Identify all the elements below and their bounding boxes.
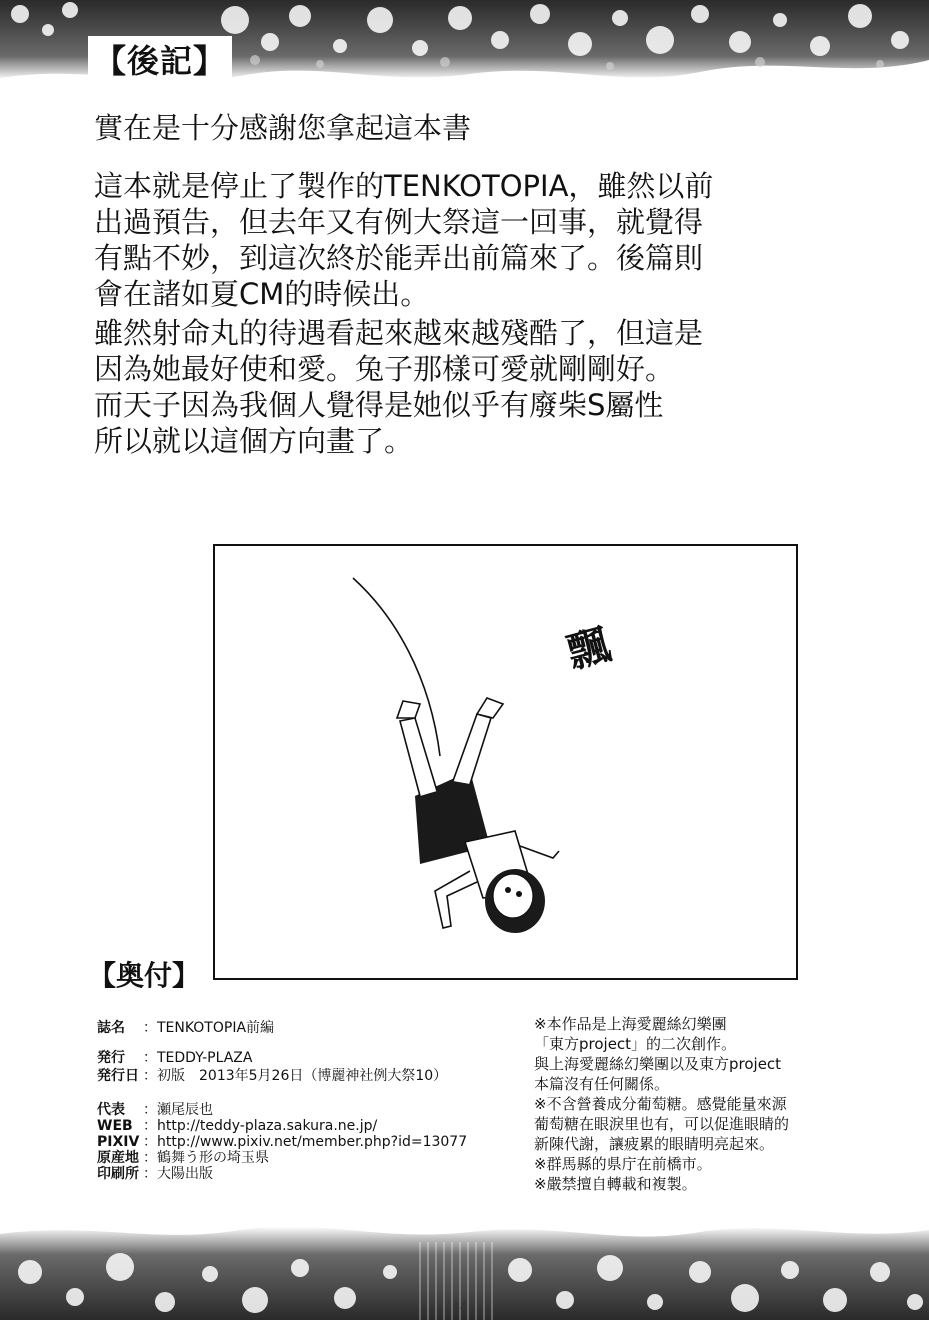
- colophon-row-publisher: [97, 1047, 252, 1067]
- text-line: 實在是十分感謝您拿起這本書: [94, 111, 472, 145]
- afterword-heading: 【後記】: [88, 36, 232, 82]
- text-line: 出過預告，但去年又有例大祭這一回事，就覺得: [94, 205, 704, 239]
- web-link[interactable]: ：http://teddy-plaza.sakura.ne.jp/: [143, 1118, 378, 1134]
- note-line: ※不含營養成分葡萄糖。感覺能量來源: [534, 1095, 787, 1113]
- colophon-label: PIXIV: [97, 1134, 140, 1150]
- colophon-label: 発行日: [97, 1068, 139, 1084]
- afterword-paragraph-3: [94, 315, 703, 459]
- colophon-heading: 【奥付】: [88, 959, 201, 992]
- text-line: 有點不妙，到這次終於能弄出前篇來了。後篇則: [94, 241, 704, 275]
- disclaimer-notes: [534, 1014, 789, 1194]
- colophon-label: 発行: [97, 1050, 125, 1066]
- colophon-value: ：初版 2013年5月26日（博麗神社例大祭10）: [143, 1068, 448, 1084]
- colophon-row-printer: [97, 1163, 213, 1183]
- text-line: 因為她最好使和愛。兔子那樣可愛就剛剛好。: [94, 352, 675, 386]
- note-line: ※嚴禁擅自轉載和複製。: [534, 1175, 697, 1193]
- text-line: 這本就是停止了製作的TENKOTOPIA，雖然以前: [94, 169, 714, 203]
- colophon-label: 代表: [97, 1102, 125, 1118]
- colophon-row-date: [97, 1065, 447, 1085]
- illustration-panel: [213, 544, 798, 980]
- note-line: 與上海愛麗絲幻樂團以及東方project: [534, 1055, 782, 1073]
- note-line: 本篇沒有任何關係。: [534, 1075, 670, 1093]
- note-line: 新陳代謝，讓疲累的眼睛明亮起來。: [534, 1135, 775, 1153]
- colophon-label: WEB: [97, 1118, 133, 1134]
- note-line: 葡萄糖在眼淚里也有，可以促進眼睛的: [534, 1115, 790, 1133]
- text-line: 雖然射命丸的待遇看起來越來越殘酷了，但這是: [94, 316, 704, 350]
- colophon-label: 原産地: [97, 1150, 139, 1166]
- text-line: 所以就以這個方向畫了。: [94, 424, 414, 458]
- page-number: 44: [452, 1300, 468, 1314]
- text-line: 而天子因為我個人覺得是她似乎有廢柴S屬性: [94, 388, 664, 422]
- colophon-value: ：TENKOTOPIA前編: [143, 1020, 275, 1036]
- text-line: 會在諸如夏CM的時候出。: [94, 277, 430, 311]
- pixiv-link[interactable]: ：http://www.pixiv.net/member.php?id=13077: [143, 1134, 468, 1150]
- afterword-paragraph-2: [94, 168, 713, 312]
- colophon-row-title: [97, 1017, 274, 1037]
- note-line: ※群馬縣的県庁在前橋市。: [534, 1155, 712, 1173]
- colophon-value: ：瀬尾辰也: [143, 1102, 213, 1118]
- colophon-value: ：大陽出版: [143, 1166, 213, 1182]
- colophon-value: ：TEDDY-PLAZA: [143, 1050, 253, 1066]
- note-line: ※本作品是上海愛麗絲幻樂團: [534, 1015, 727, 1033]
- falling-character-drawing: [215, 546, 800, 982]
- afterword-paragraph-1: [94, 110, 471, 146]
- note-line: 「東方project」的二次創作。: [534, 1035, 737, 1053]
- colophon-label: 誌名: [97, 1020, 125, 1036]
- colophon-label: 印刷所: [97, 1166, 139, 1182]
- colophon-value: ：鶴舞う形の埼玉県: [143, 1150, 269, 1166]
- sfx-text: 飄: [562, 619, 616, 678]
